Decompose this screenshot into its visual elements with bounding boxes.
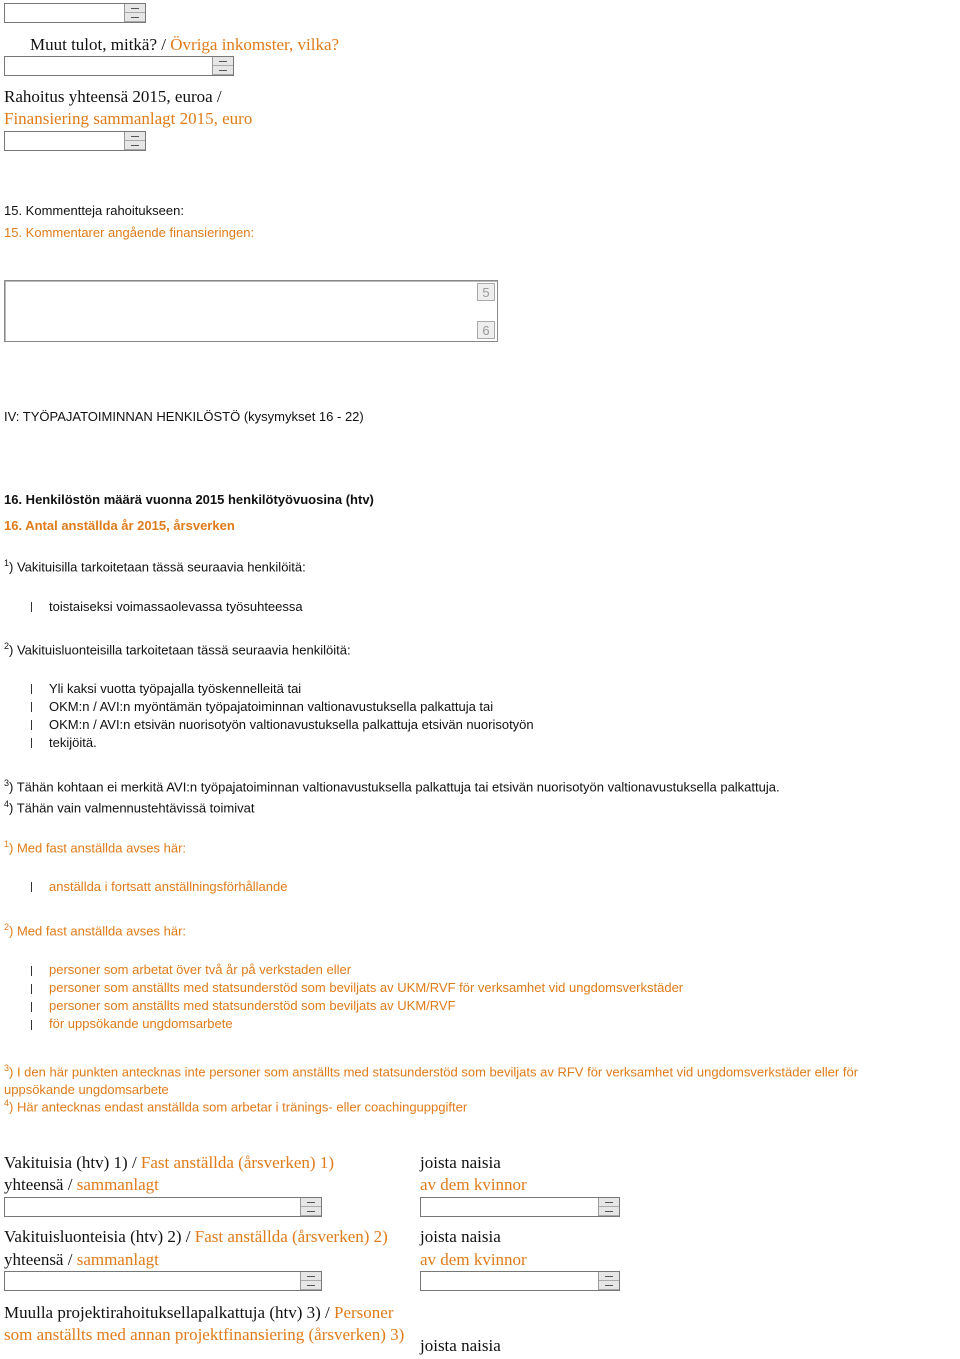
note-sv-2-item: personer som anställts med statsunderstöd som beviljats av UKM/RVF [49, 998, 456, 1013]
project-staff-label: Muulla projektirahoituksellapalkattuja (htv) 3) / Personer [4, 1303, 394, 1322]
note-sv-2-item: personer som anställts med statsunderstöd som beviljats av UKM/RVF för verksamhet vid ungdomsverkstäder [49, 980, 684, 995]
note-fi-2-item: OKM:n / AVI:n myöntämän työpajatoiminnan valtionavustuksella palkattuja tai [49, 699, 494, 714]
permanent-total-field[interactable] [4, 1197, 322, 1217]
section-title: IV: TYÖPAJATOIMINNAN HENKILÖSTÖ (kysymykset 16 - 22) [4, 409, 364, 424]
note-fi-3: $^3$) Tähän kohtaan ei merkitä AVI:n työpajatoiminnan valtionavustuksella palkattuja tai etsivän nuorisotyön valtionavustuksella palkattuja. [4, 778, 780, 795]
note-sv-1-item: anställda i fortsatt anställningsförhållande [49, 879, 288, 894]
semi-permanent-women-label-sv: av dem kvinnor [420, 1250, 527, 1269]
q15-comment-textarea[interactable] [4, 280, 498, 342]
bullet-marker [31, 984, 32, 994]
stepper-buttons[interactable] [300, 1272, 321, 1290]
bullet-marker [31, 1020, 32, 1030]
semi-permanent-women-label-fi: joista naisia [420, 1227, 501, 1246]
semi-permanent-staff-label: Vakituisluonteisia (htv) 2) / Fast anställda (årsverken) 2) [4, 1227, 388, 1246]
other-income-description-field[interactable] [4, 56, 234, 76]
bullet-marker [31, 1002, 32, 1012]
stepper-buttons[interactable] [124, 132, 145, 150]
bullet-marker [31, 684, 32, 694]
bullet-marker [31, 602, 32, 612]
q15-label-sv: 15. Kommentarer angående finansieringen: [4, 225, 255, 240]
q15-label-fi: 15. Kommentteja rahoitukseen: [4, 203, 184, 218]
stepper-buttons[interactable] [598, 1198, 619, 1216]
bullet-marker [31, 966, 32, 976]
note-fi-4: $^4$) Tähän vain valmennustehtävissä toimivat [4, 799, 255, 816]
note-sv-4: $^4$) Här antecknas endast anställda som arbetar i tränings- eller coachinguppgifter [4, 1098, 468, 1115]
other-income-label: Muut tulot, mitkä? / Övriga inkomster, vilka? [30, 35, 340, 54]
semi-permanent-total-field[interactable] [4, 1271, 322, 1291]
bullet-marker [31, 720, 32, 730]
scroll-up-button[interactable]: 5 [477, 283, 495, 301]
note-sv-2-item: personer som arbetat över två år på verkstaden eller [49, 962, 352, 977]
q16-title-sv: 16. Antal anställda år 2015, årsverken [4, 518, 235, 533]
q16-title-fi: 16. Henkilöstön määrä vuonna 2015 henkilötyövuosina (htv) [4, 492, 374, 507]
note-fi-2-item: tekijöitä. [49, 735, 97, 750]
permanent-staff-label: Vakituisia (htv) 1) / Fast anställda (årsverken) 1) [4, 1153, 334, 1172]
funding-total-field[interactable] [4, 131, 146, 151]
bullet-marker [31, 882, 32, 892]
stepper-buttons[interactable] [300, 1198, 321, 1216]
stepper-buttons[interactable] [212, 57, 233, 75]
stepper-buttons[interactable] [124, 4, 145, 22]
project-staff-label-sv: som anställts med annan projektfinansiering (årsverken) 3) [4, 1325, 405, 1344]
permanent-staff-label-2: yhteensä / sammanlagt [4, 1175, 159, 1194]
stepper-buttons[interactable] [598, 1272, 619, 1290]
semi-permanent-staff-label-2: yhteensä / sammanlagt [4, 1250, 159, 1269]
permanent-women-field[interactable] [420, 1197, 620, 1217]
funding-total-label-sv: Finansiering sammanlagt 2015, euro [4, 109, 253, 128]
note-fi-1: $^1$) Vakituisilla tarkoitetaan tässä seuraavia henkilöitä: [4, 558, 306, 575]
note-fi-2-item: OKM:n / AVI:n etsivän nuorisotyön valtionavustuksella palkattuja etsivän nuorisotyön [49, 717, 534, 732]
top-amount-field[interactable] [4, 3, 146, 23]
note-fi-1-item: toistaiseksi voimassaolevassa työsuhteessa [49, 599, 303, 614]
scroll-down-button[interactable]: 6 [477, 321, 495, 339]
note-sv-2-item: för uppsökande ungdomsarbete [49, 1016, 233, 1031]
project-women-label-fi: joista naisia [420, 1336, 501, 1355]
note-fi-2-item: Yli kaksi vuotta työpajalla työskennelleitä tai [49, 681, 302, 696]
funding-total-label-fi: Rahoitus yhteensä 2015, euroa / [4, 87, 222, 106]
permanent-women-label-fi: joista naisia [420, 1153, 501, 1172]
note-sv-2: $^2$) Med fast anställda avses här: [4, 922, 187, 939]
bullet-marker [31, 738, 32, 748]
note-sv-3: $^3$) I den här punkten antecknas inte personer som anställts med statsunderstöd som beviljats av RFV för verksamhet vid ungdomsverkstäder eller för uppsökande ungdomsarbete [4, 1063, 859, 1098]
note-fi-2: $^2$) Vakituisluonteisilla tarkoitetaan tässä seuraavia henkilöitä: [4, 641, 351, 658]
permanent-women-label-sv: av dem kvinnor [420, 1175, 527, 1194]
bullet-marker [31, 702, 32, 712]
note-sv-1: $^1$) Med fast anställda avses här: [4, 839, 187, 856]
semi-permanent-women-field[interactable] [420, 1271, 620, 1291]
